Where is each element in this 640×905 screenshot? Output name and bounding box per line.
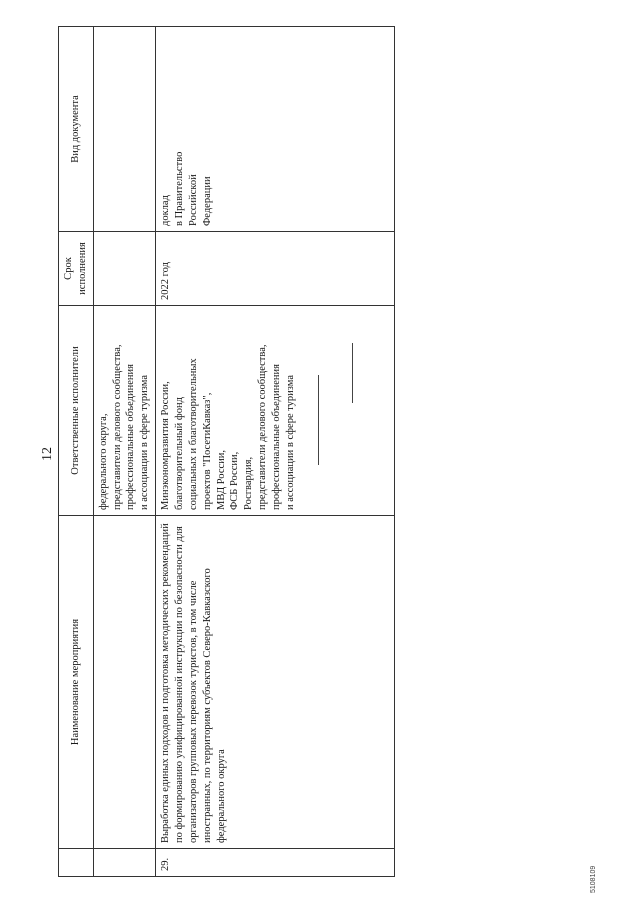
table-header-row	[59, 27, 94, 877]
header-name: Наименование мероприятия	[59, 516, 94, 849]
cell-name: Выработка единых подходов и подготовка методических рекомендаций по формированию унифицированной инструкции по безопасности для организаторов групповых перевозок туристов, в том числе иностранных, по территориям субъектов Северо-Кавказского федерального округа	[156, 516, 395, 849]
footer-stamp: 5108109	[590, 865, 597, 893]
page-number: 12	[40, 447, 55, 461]
cell-num: 29.	[156, 849, 395, 877]
cell-deadline: 2022 год	[156, 232, 395, 306]
header-num	[59, 849, 94, 877]
cell-executors: Минэкономразвития России, благотворительный фонд социальных и благотворительных проектов "ПосетиКавказ", МВД России, ФСБ России, Росгвардия, представители делового сообщества, профессиональные объединения и ассоциации в сфере туризма	[156, 306, 395, 516]
cell-num-empty	[93, 849, 155, 877]
cell-deadline-empty	[93, 232, 155, 306]
activities-table	[58, 26, 395, 877]
separator-line	[318, 375, 319, 465]
table-row-continued	[93, 27, 155, 877]
header-executors: Ответственные исполнители	[59, 306, 94, 516]
separator-line-short	[352, 343, 353, 403]
cell-doc-type: доклад в Правительство Российской Федерации	[156, 27, 395, 232]
table-row	[156, 27, 395, 877]
header-deadline: Срок исполнения	[59, 232, 94, 306]
cell-executors: федерального округа, представители делового сообщества, профессиональные объединения и ассоциации в сфере туризма	[93, 306, 155, 516]
header-doc-type: Вид документа	[59, 27, 94, 232]
cell-doc-empty	[93, 27, 155, 232]
cell-name-empty	[93, 516, 155, 849]
